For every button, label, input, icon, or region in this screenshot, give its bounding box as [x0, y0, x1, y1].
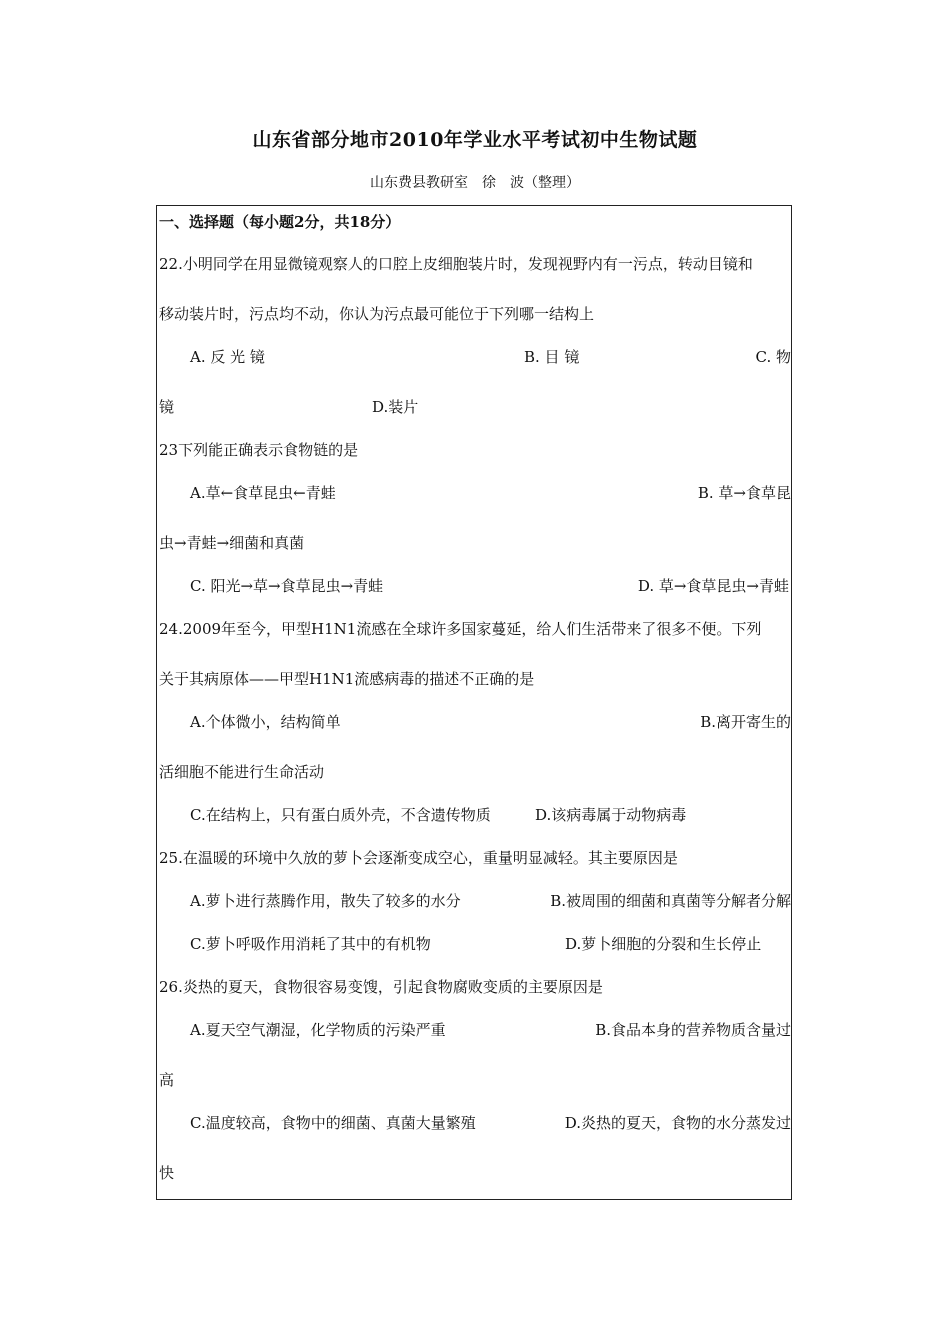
- q24-option-a: A.个体微小，结构简单: [190, 713, 341, 731]
- q24-option-b: B.离开寄生的: [700, 713, 791, 731]
- author-line: 山东费县教研室 徐 波（整理）: [370, 175, 580, 191]
- q22-stem-line1: 22.小明同学在用显微镜观察人的口腔上皮细胞装片时，发现视野内有一污点，转动目镜和: [159, 255, 753, 273]
- q22-option-d: D.装片: [372, 398, 419, 416]
- q22-option-a: A. 反 光 镜: [190, 348, 265, 366]
- q23-option-b-cont: 虫→青蛙→细菌和真菌: [159, 534, 305, 552]
- q22-stem-line2: 移动装片时，污点均不动，你认为污点最可能位于下列哪一结构上: [159, 305, 595, 323]
- q24-option-d: D.该病毒属于动物病毒: [535, 806, 687, 824]
- q26-option-a: A.夏天空气潮湿，化学物质的污染严重: [190, 1021, 446, 1039]
- q26-stem: 26.炎热的夏天，食物很容易变馊，引起食物腐败变质的主要原因是: [159, 978, 603, 996]
- q24-stem-line1: 24.2009年至今，甲型H1N1流感在全球许多国家蔓延，给人们生活带来了很多不便。下列: [159, 620, 762, 638]
- question-box: [156, 205, 792, 1200]
- q23-option-b: B. 草→食草昆: [697, 484, 791, 502]
- q23-stem: 23下列能正确表示食物链的是: [159, 441, 359, 459]
- q23-option-d: D. 草→食草昆虫→青蛙: [637, 577, 789, 595]
- q25-option-a: A.萝卜进行蒸腾作用，散失了较多的水分: [190, 892, 461, 910]
- q25-option-c: C.萝卜呼吸作用消耗了其中的有机物: [190, 935, 431, 953]
- q22-option-c: C. 物: [755, 348, 791, 366]
- q25-option-b: B.被周围的细菌和真菌等分解者分解: [550, 892, 791, 910]
- q24-option-c: C.在结构上，只有蛋白质外壳，不含遗传物质: [190, 806, 491, 824]
- section-heading: 一、选择题（每小题2分，共18分）: [159, 213, 401, 231]
- q25-stem: 25.在温暖的环境中久放的萝卜会逐渐变成空心，重量明显减轻。其主要原因是: [159, 849, 678, 867]
- q23-option-c: C. 阳光→草→食草昆虫→青蛙: [190, 577, 384, 595]
- q22-option-b: B. 目 镜: [524, 348, 580, 366]
- q23-option-a: A.草←食草昆虫←青蛙: [190, 484, 336, 502]
- q24-option-b-cont: 活细胞不能进行生命活动: [159, 763, 325, 781]
- page-title: 山东省部分地市2010年学业水平考试初中生物试题: [252, 129, 698, 151]
- q22-option-c-cont: 镜: [159, 398, 175, 416]
- q26-option-c: C.温度较高，食物中的细菌、真菌大量繁殖: [190, 1114, 476, 1132]
- q26-option-d-cont: 快: [159, 1164, 175, 1182]
- q26-option-d: D.炎热的夏天，食物的水分蒸发过: [564, 1114, 791, 1132]
- q26-option-b-cont: 高: [159, 1071, 175, 1089]
- q24-stem-line2: 关于其病原体——甲型H1N1流感病毒的描述不正确的是: [159, 670, 535, 688]
- q26-option-b: B.食品本身的营养物质含量过: [595, 1021, 791, 1039]
- q25-option-d: D.萝卜细胞的分裂和生长停止: [565, 935, 762, 953]
